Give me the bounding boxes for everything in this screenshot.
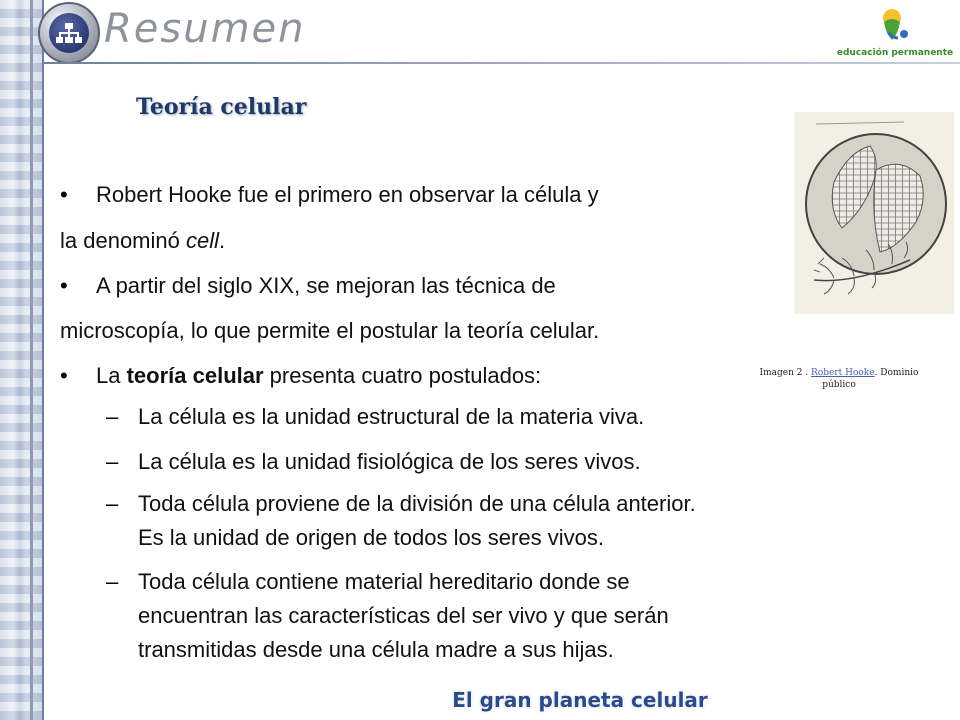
sub-item-2-line-1: La célula es la unidad fisiológica de los seres vivos. — [138, 449, 641, 474]
bullet-marker: • — [60, 363, 68, 388]
text-segment: la denominó — [60, 228, 186, 253]
dash-marker: – — [106, 491, 119, 516]
bullet-1-line-1: Robert Hooke fue el primero en observar la célula y — [96, 182, 599, 207]
sub-item-4-line-3: transmitidas desde una célula madre a sus hijas. — [138, 637, 614, 662]
robert-hooke-link[interactable]: Robert Hooke — [811, 368, 875, 378]
dash-marker: – — [106, 569, 119, 594]
caption-text: Imagen 2 . — [759, 368, 812, 378]
bullet-1-line-2 — [60, 228, 225, 254]
page-title: Resumen — [104, 6, 306, 52]
logo-text: educación permanente — [836, 48, 954, 58]
sub-item-3-line-2: Es la unidad de origen de todos los seres vivos. — [138, 525, 604, 550]
header-divider — [44, 62, 960, 64]
figure-caption — [742, 367, 936, 391]
bullet-2-line-2: microscopía, lo que permite el postular la teoría celular. — [60, 318, 600, 343]
text-segment: La — [96, 363, 127, 388]
logo-figure-icon — [836, 4, 954, 48]
italic-term: cell — [185, 228, 219, 253]
hooke-cork-illustration — [794, 112, 954, 314]
sub-item-1-line-1: La célula es la unidad estructural de la materia viva. — [138, 404, 645, 429]
bullet-2-line-1: A partir del siglo XIX, se mejoran las técnica de — [96, 273, 556, 298]
text-segment: presenta cuatro postulados: — [263, 363, 542, 388]
footer-title: El gran planeta celular — [452, 688, 708, 712]
dash-marker: – — [106, 404, 119, 429]
left-decorative-border — [0, 0, 44, 720]
bullet-marker: • — [60, 182, 68, 207]
caption-text: . Dominio — [874, 368, 919, 378]
text-segment: . — [219, 228, 226, 253]
educacion-permanente-logo — [836, 4, 954, 62]
org-chart-badge-icon — [38, 2, 100, 64]
sub-item-3-line-1: Toda célula proviene de la división de una célula anterior. — [138, 491, 696, 516]
sub-item-4-line-1: Toda célula contiene material hereditario donde se — [138, 569, 630, 594]
bold-term: teoría celular — [126, 363, 264, 388]
bullet-3-line — [96, 363, 541, 389]
sub-item-4-line-2: encuentran las características del ser vivo y que serán — [138, 603, 669, 628]
bullet-marker: • — [60, 273, 68, 298]
dash-marker: – — [106, 449, 119, 474]
caption-text: público — [822, 380, 856, 390]
section-subtitle: Teoría celular — [136, 94, 307, 120]
